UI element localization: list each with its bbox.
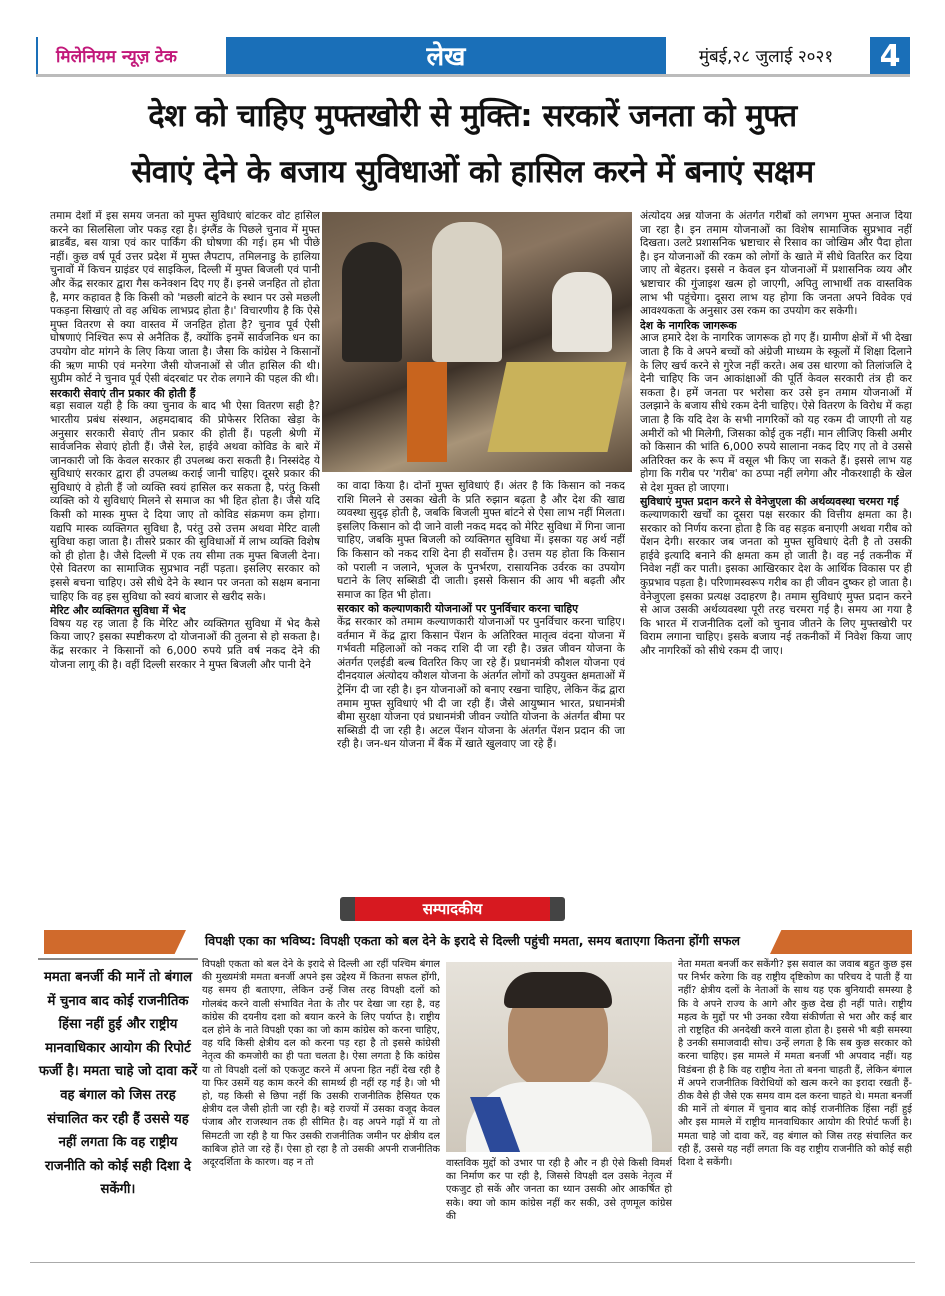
paragraph: केंद्र सरकार को तमाम कल्याणकारी योजनाओं पर पुनर्विचार करना चाहिए। वर्तमान में केंद्र द्वारा किसान पेंशन के अतिरिक्त मातृत्व वंदना योजना में गर्भवती महिलाओं को नकद राशि दी जा रही है। उन्नत जीवन योजना के अंतर्गत एलईडी बल्ब वितरित किए जा रहे हैं। प्रधानमंत्री कौशल योजना एवं दीनदयाल अंत्योदय कौशल योजना के अंतर्गत लोगों को उपयुक्त क्षमताओं में ट्रेनिंग दी जा रही है। इन योजनाओं को बनाए रखना चाहिए, लेकिन केंद्र द्वारा तमाम मुफ्त सुविधाएं भी दी जा रही हैं। जैसे आयुष्मान भारत, प्रधानमंत्री बीमा सुरक्षा योजना एवं प्रधानमंत्री जीवन ज्योति योजना के अंतर्गत बीमा पर सब्सिडी दी जा रही है। अटल पेंशन योजना के अंतर्गत पेंशन प्रदान की जा रही है। जन-धन योजना में बैंक में खाते खुलवाए जा रहे हैं। — [337, 615, 625, 751]
paragraph: आज हमारे देश के नागरिक जागरूक हो गए हैं। ग्रामीण क्षेत्रों में भी देखा जाता है कि वे अपने बच्चों को अंग्रेजी माध्यम के स्कूलों में शिक्षा दिलाने के लिए खर्च करने से गुरेज नहीं करते। अब उस धारणा को तिलांजलि दे देनी चाहिए कि जन आकांक्षाओं की पूर्ति केवल सरकारी तंत्र ही कर सकता है। हमें जनता पर भरोसा कर उसे इन तमाम योजनाओं में उलझाने के बजाय सीधे रकम देनी चाहिए। ऐसे वितरण के विरोध में कहा जाता है कि यदि देश के सभी नागरिकों को यह रकम दी जाएगी तो यह अमीरों को भी मिलेगी, जिसका कोई तुक नहीं। मान लीजिए किसी अमीर को किसान की भांति 6,000 रुपये सालाना नकद दिए गए तो वे उससे अतिरिक्त कर के रूप में वसूल भी किए जा सकते हैं। इससे लाभ यह होगा कि गरीब पर 'गरीब' का ठप्पा नहीं लगेगा और नौकरशाही के खेल से देश मुक्त हो जाएगा। — [640, 332, 912, 494]
paragraph: का वादा किया है। दोनों मुफ्त सुविधाएं हैं। अंतर है कि किसान को नकद राशि मिलने से उसका खेती के प्रति रुझान बढ़ता है और देश की खाद्य व्यवस्था सुदृढ़ होती है, जबकि बिजली मुफ्त बांटने से ऐसा लाभ नहीं मिलता। इसलिए किसान को दी जाने वाली नकद मदद को मेरिट सुविधा में गिना जाना चाहिए, जबकि मुफ्त बिजली को व्यक्तिगत सुविधा में। इसका यह अर्थ नहीं कि किसान को नकद राशि देना ही सर्वोत्तम है। उत्तम यह होता कि किसान को पराली न जलाने, भूजल के पुनर्भरण, रासायनिक उर्वरक का उपयोग घटाने के लिए सब्सिडी दी जाती। इससे किसान की आय भी बढ़ती और समाज का हित भी होता। — [337, 480, 625, 601]
page-number: 4 — [866, 37, 910, 74]
subheading: मेरिट और व्यक्तिगत सुविधा में भेद — [50, 604, 186, 618]
editorial-photo — [446, 962, 672, 1152]
headline-line: सेवाएं देने के बजाय सुविधाओं को हासिल करने में बनाएं सक्षम — [131, 154, 814, 190]
decorative-bar — [44, 930, 186, 954]
subheading: सरकारी सेवाएं तीन प्रकार की होती हैं — [50, 386, 196, 400]
subheading: देश के नागरिक जागरूक — [640, 318, 737, 332]
editorial-column-1: विपक्षी एकता को बल देने के इरादे से दिल्ली आ रहीं पश्चिम बंगाल की मुख्यमंत्री ममता बनर्जी अपने इस उद्देश्य में कितना सफल होंगी, यह समय ही बताएगा, लेकिन उन्हें जिस तरह विपक्षी दलों को गोलबंद करने वाली संभावित नेता के तौर पर देखा जा रहा है, वह कांग्रेस की दयनीय दशा को बयान करने के लिए पर्याप्त है। राष्ट्रीय दल होने के नाते विपक्षी एका का जो काम कांग्रेस को करना चाहिए, वह यदि किसी क्षेत्रीय दल को करना पड़ रहा है तो इससे कांग्रेसी नेतृत्व की कमजोरी का ही पता चलता है। ऐसा लगता है कि कांग्रेस या तो विपक्षी दलों को एकजुट करने में अपना हित नहीं देख रही है या फिर उसमें यह काम करने की सामर्थ्य ही नहीं रह गई है। जो भी हो, यह किसी से छिपा नहीं कि उसकी राजनीतिक हैसियत एक क्षेत्रीय दल जैसी होती जा रही है। बड़े राज्यों में उसका वजूद केवल पंजाब और राजस्थान तक ही सीमित है। वह अपने गढ़ों में या तो सिमटती जा रही है या फिर उसकी राजनीतिक जमीन पर क्षेत्रीय दल काबिज होते जा रहे हैं। ऐसा हो रहा है तो उसकी अपनी राजनीतिक अदूरदर्शिता के कारण। वह न तो — [202, 959, 440, 1169]
paragraph: तमाम देशों में इस समय जनता को मुफ्त सुविधाएं बांटकर वोट हासिल करने का सिलसिला जोर पकड़ रहा है। इंग्लैंड के पिछले चुनाव में मुफ्त ब्राडबैंड, बस यात्रा एवं कार पार्किंग की घोषणा की गई। हम भी पीछे नहीं। कुछ वर्ष पूर्व उत्तर प्रदेश में मुफ्त लैपटाप, तमिलनाडु के हालिया चुनावों में किचन ग्राइंडर एवं साइकिल, दिल्ली में मुफ्त बिजली एवं पानी और केंद्र सरकार द्वारा गैस कनेक्शन दिए गए हैं। इनसे जनहित तो होता है, मगर कहावत है कि किसी को 'मछली बांटने के स्थान पर उसे मछली पकड़ना सिखाएं तो वह अधिक लाभप्रद होता है।' विचारणीय है कि ऐसे मुफ्त वितरण से क्या वास्तव में जनहित होता है? चुनाव पूर्व ऐसी घोषणाएं निश्चित रूप से अनैतिक हैं, क्योंकि इनमें सार्वजनिक धन का उपयोग वोट मांगने के लिए किया जाता है। जैसा कि कांग्रेस ने किसानों की ऋण माफी एवं मनरेगा जैसी योजनाओं से जीत हासिल की थी। सुप्रीम कोर्ट ने चुनाव पूर्व ऐसी बंदरबांट पर रोक लगाने की पहल की थी। — [50, 210, 320, 386]
article-column-1 — [50, 210, 320, 878]
article-photo — [322, 212, 632, 472]
newspaper-name: मिलेनियम न्यूज़ टेक — [36, 37, 226, 74]
paragraph: बड़ा सवाल यही है कि क्या चुनाव के बाद भी ऐसा वितरण सही है? भारतीय प्रबंध संस्थान, अहमदाबाद की प्रोफेसर रितिका खेड़ा के अनुसार सरकारी सेवाएं तीन प्रकार की होती हैं। पहली श्रेणी में सार्वजनिक सेवाएं होती हैं। जैसे रेल, हाईवे अथवा कोविड के बारे में जानकारी जो कि केवल सरकार ही उपलब्ध करा सकती है। निस्संदेह ये सुविधाएं सरकार द्वारा ही उपलब्ध कराई जानी चाहिए। दूसरे प्रकार की सुविधाएं वे होती हैं जो व्यक्ति स्वयं हासिल कर सकता है, परंतु किसी व्यक्ति को ये सुविधाएं मिलने से समाज का भी हित होता है। जैसे यदि किसी को मास्क मुफ्त दे दिया जाए तो कोविड संक्रमण कम होगा। यद्यपि मास्क व्यक्तिगत सुविधा है, परंतु उसे उत्तम अथवा मेरिट वाली सुविधा कहा जाता है। तीसरे प्रकार की सुविधाओं में लाभ व्यक्ति विशेष को ही होता है। जैसे दिल्ली में एक तय सीमा तक मुफ्त बिजली देना। ऐसे वितरण का सामाजिक सुप्रभाव नहीं पड़ता। इसलिए सरकार को इससे बचना चाहिए। उसे सीधे देने के स्थान पर जनता को सक्षम बनाना चाहिए कि वह इस सुविधा को स्वयं बाजार से खरीद सके। — [50, 400, 320, 603]
headline-line: देश को चाहिए मुफ्तखोरी से मुक्ति: सरकारें जनता को मुफ्त — [148, 98, 797, 134]
editorial-headline: विपक्षी एका का भविष्य: विपक्षी एकता को बल देने के इरादे से दिल्ली पहुंची ममता, समय बताएगा कितना होंगी सफल — [205, 933, 740, 948]
decorative-bar — [770, 930, 912, 954]
main-headline — [30, 88, 915, 200]
paragraph: विषय यह रह जाता है कि मेरिट और व्यक्तिगत सुविधा में भेद कैसे किया जाए? इसका स्पष्टीकरण दो योजनाओं की तुलना से हो सकता है। केंद्र सरकार ने किसानों को 6,000 रुपये प्रति वर्ष नकद देने की योजना लागू की है। वहीं दिल्ली सरकार ने मुफ्त बिजली और पानी देने — [50, 617, 320, 671]
paragraph: अंत्योदय अन्न योजना के अंतर्गत गरीबों को लगभग मुफ्त अनाज दिया जा रहा है। इन तमाम योजनाओं का विशेष सामाजिक सुप्रभाव नहीं दिखता। उलटे प्रशासनिक भ्रष्टाचार से रिसाव का जोखिम और पैदा होता है। इन योजनाओं की रकम को लोगों के खाते में सीधे वितरित कर दिया जाए तो बेहतर। इससे न केवल इन योजनाओं में प्रशासनिक व्यय और भ्रष्टाचार की गुंजाइश खत्म हो जाएगी, अपितु लाभार्थी तक वास्तविक लाभ भी पहुंचेगा। दूसरा लाभ यह होगा कि जनता अपने विवेक एवं आवश्यकता के अनुसार उस रकम का उपयोग कर सकेगी। — [640, 210, 912, 318]
photo-caption: वास्तविक मुद्दों को उभार पा रही है और न ही ऐसे किसी विमर्श का निर्माण कर पा रही है, जिससे विपक्षी दल उसके नेतृत्व में एकजुट हो सकें और जनता का ध्यान उसकी ओर आकर्षित हो सके। क्या जो काम कांग्रेस नहीं कर सकी, उसे तृणमूल कांग्रेस की — [446, 1158, 672, 1222]
pullquote: ममता बनर्जी की मानें तो बंगाल में चुनाव बाद कोई राजनीतिक हिंसा नहीं हुई और राष्ट्रीय मानवाधिकार आयोग की रिपोर्ट फर्जी है। ममता चाहे जो दावा करें वह बंगाल को जिस तरह संचालित कर रही हैं उससे यह नहीं लगता कि वह राष्ट्रीय राजनीति को कोई सही दिशा दे सकेंगी। — [38, 958, 198, 1250]
editorial-column-3: नेता ममता बनर्जी कर सकेंगी? इस सवाल का जवाब बहुत कुछ इस पर निर्भर करेगा कि वह राष्ट्रीय दृष्टिकोण का परिचय दे पाती हैं या नहीं? क्षेत्रीय दलों के नेताओं के साथ यह एक बुनियादी समस्या है कि वे अपने राज्य के आगे और कुछ देख ही नहीं पाते। राष्ट्रीय महत्व के मुद्दों पर भी उनका रवैया संकीर्णता से भरा और कई बार तो राष्ट्रहित की अनदेखी करने वाला होता है। इससे भी बड़ी समस्या है उनकी समाजवादी सोच। उन्हें लगता है कि सब कुछ सरकार को करना चाहिए। इस मामले में ममता बनर्जी भी अपवाद नहीं। यह विडंबना ही है कि वह राष्ट्रीय नेता तो बनना चाहती हैं, लेकिन बंगाल में अपने राजनीतिक विरोधियों को खत्म करने का इरादा रखती हैं-ठीक वैसे ही जैसे एक समय वाम दल करना चाहते थे। ममता बनर्जी की मानें तो बंगाल में चुनाव बाद कोई राजनीतिक हिंसा नहीं हुई और इस मामले में राष्ट्रीय मानवाधिकार आयोग की रिपोर्ट फर्जी है। ममता चाहे जो दावा करें, वह बंगाल को जिस तरह संचालित कर रही हैं, उससे यह नहीं लगता कि वह राष्ट्रीय राजनीति को कोई सही दिशा दे सकेंगी। — [678, 959, 912, 1169]
section-name: लेख — [226, 37, 666, 74]
subheading: सुविधाएं मुफ्त प्रदान करने से वेनेजुएला की अर्थव्यवस्था चरमरा गई — [640, 495, 899, 509]
article-column-2 — [337, 480, 625, 878]
issue-date: मुंबई,२८ जुलाई २०२१ — [698, 47, 834, 67]
subheading: सरकार को कल्याणकारी योजनाओं पर पुनर्विचार करना चाहिए — [337, 602, 579, 616]
paragraph: कल्याणकारी खर्चों का दूसरा पक्ष सरकार की वित्तीय क्षमता का है। सरकार को निर्णय करना होता है कि वह सड़क बनाएगी अथवा गरीब को पेंशन देगी। सरकार जब जनता को मुफ्त सुविधाएं देती है तो उसकी हाईवे इत्यादि बनाने की क्षमता कम हो जाती है। वह नई तकनीक में निवेश नहीं कर पाती। इसका आखिरकार देश के आर्थिक विकास पर ही कुप्रभाव पड़ता है। परिणामस्वरूप गरीब का ही जीवन दुष्कर हो जाता है। वेनेजुएला इसका प्रत्यक्ष उदाहरण है। तमाम सुविधाएं मुफ्त प्रदान करने से आज उसकी अर्थव्यवस्था पूरी तरह चरमरा गई है। समय आ गया है कि भारत में राजनीतिक दलों को चुनाव जीतने के लिए मुफ्तखोरी पर विराम लगाना चाहिए। इसके बजाय नई तकनीकों में निवेश किया जाए और नागरिकों को सीधे रकम दी जाए। — [640, 509, 912, 657]
footer-divider — [30, 1262, 915, 1263]
masthead — [36, 37, 910, 77]
editorial-label: सम्पादकीय — [355, 897, 550, 921]
article-column-3 — [640, 210, 912, 878]
